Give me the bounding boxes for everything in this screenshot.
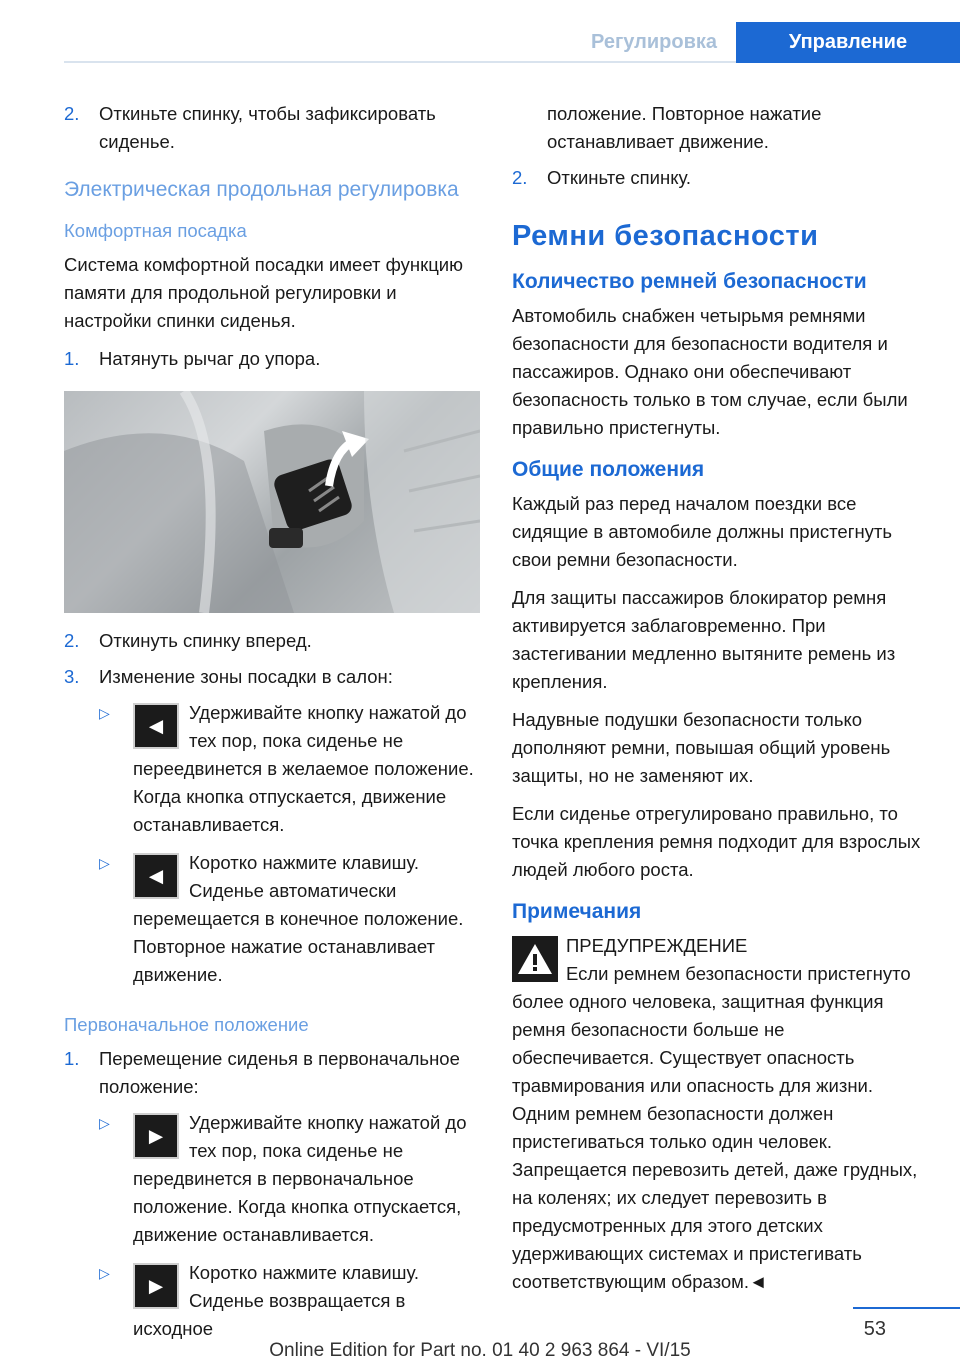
bullet-item: ▷ ◀ Удерживайте кнопку нажатой до тех пор, пока сиденье не переедвинется в желаемое положение. Когда кнопка отпускается, движение останавливается.: [99, 699, 482, 839]
warning-title: ПРЕДУПРЕЖДЕНИЕ: [566, 935, 748, 956]
footer-rule: [853, 1307, 960, 1309]
section-heading: Электрическая продольная регулировка: [64, 178, 459, 201]
paragraph: Для защиты пассажиров блокиратор ремня активируется заблаговременно. При застегивании медленно вытяните ремень из крепления.: [512, 587, 896, 692]
warning-text: Если ремнем безопасности пристегнуто более одного человека, защитная функция ремня безопасности больше не обеспечивается. Существует опасность травмирования или опасность для жизни. Одним ремнем безопасности должен пристегиваться только один человек. Запрещается перевозить детей, даже грудных, на коленях; их следует перевозить в предусмотренных для этого детских удерживающих системах и пристегивать соответствующим образом.◄: [512, 963, 918, 1292]
continuation: положение. Повторное нажатие останавливает движение.: [547, 103, 822, 152]
paragraph: Автомобиль снабжен четырьмя ремнями безопасности для безопасности водителя и пассажиров. Однако они обеспечивают безопасность только в том случае, если были правильно пристегнуты.: [512, 305, 908, 438]
bullet-item: ▷ ◀ Коротко нажмите клавишу. Сиденье автоматически перемещается в конечное положение. Повторное нажатие останавливает движение.: [99, 849, 482, 989]
subsection-heading: Комфортная посадка: [64, 220, 247, 241]
bullet-arrow-icon: ▷: [99, 855, 110, 871]
paragraph: Каждый раз перед началом поездки все сидящие в автомобиле должны пристегнуть свои ремни безопасности.: [512, 493, 893, 570]
step-item: 1. Натянуть рычаг до упора.: [64, 348, 321, 369]
edition-footer: Online Edition for Part no. 01 40 2 963 864 - VI/15: [269, 1340, 691, 1361]
left-arrow-button-icon: ◀: [133, 853, 179, 899]
chapter-heading: Ремни безопасности: [512, 220, 819, 252]
bullet-item: ▷ ▶ Коротко нажмите клавишу. Сиденье возвращается в исходное: [99, 1259, 482, 1343]
step-item: 2. Откиньте спинку.: [512, 167, 692, 188]
step-item: 2. Откиньте спинку, чтобы зафиксировать сиденье.: [64, 103, 436, 152]
subsection-heading: Первоначальное положение: [64, 1014, 309, 1035]
paragraph: Если сиденье отрегулировано правильно, то точка крепления ремня подходит для взрослых людей любого роста.: [512, 803, 921, 880]
right-arrow-button-icon: ▶: [133, 1113, 179, 1159]
tab-regulirovka[interactable]: Регулировка: [590, 31, 717, 53]
seat-photo-drawing: [64, 391, 480, 613]
step-item: 2. Откинуть спинку вперед.: [64, 630, 312, 651]
bullet-arrow-icon: ▷: [99, 705, 110, 721]
section-heading: Количество ремней безопасности: [512, 270, 867, 293]
left-arrow-button-icon: ◀: [133, 703, 179, 749]
warning-icon: [512, 936, 558, 982]
warning-block: [512, 932, 928, 1296]
section-heading: Общие положения: [512, 458, 705, 481]
bullet-arrow-icon: ▷: [99, 1115, 110, 1131]
left-column: [64, 100, 482, 1353]
bullet-arrow-icon: ▷: [99, 1265, 110, 1281]
section-heading: Примечания: [512, 900, 642, 923]
right-arrow-button-icon: ▶: [133, 1263, 179, 1309]
step-item: 3. Изменение зоны посадки в салон:: [64, 666, 393, 687]
step-item: 1. Перемещение сиденья в первоначальное положение:: [64, 1048, 460, 1097]
tab-upravlenie[interactable]: Управление: [736, 22, 960, 63]
paragraph: Надувные подушки безопасности только дополняют ремни, повышая общий уровень защиты, но не заменяют их.: [512, 709, 891, 786]
bullet-item: ▷ ▶ Удерживайте кнопку нажатой до тех пор, пока сиденье не передвинется в первоначальное положение. Когда кнопка отпускается, движение останавливается.: [99, 1109, 482, 1249]
page-number: 53: [863, 1318, 886, 1340]
seat-photo: [64, 391, 480, 613]
paragraph: Система комфортной посадки имеет функцию памяти для продольной регулировки и настройки спинки сиденья.: [64, 254, 464, 331]
right-column: [512, 100, 928, 1296]
